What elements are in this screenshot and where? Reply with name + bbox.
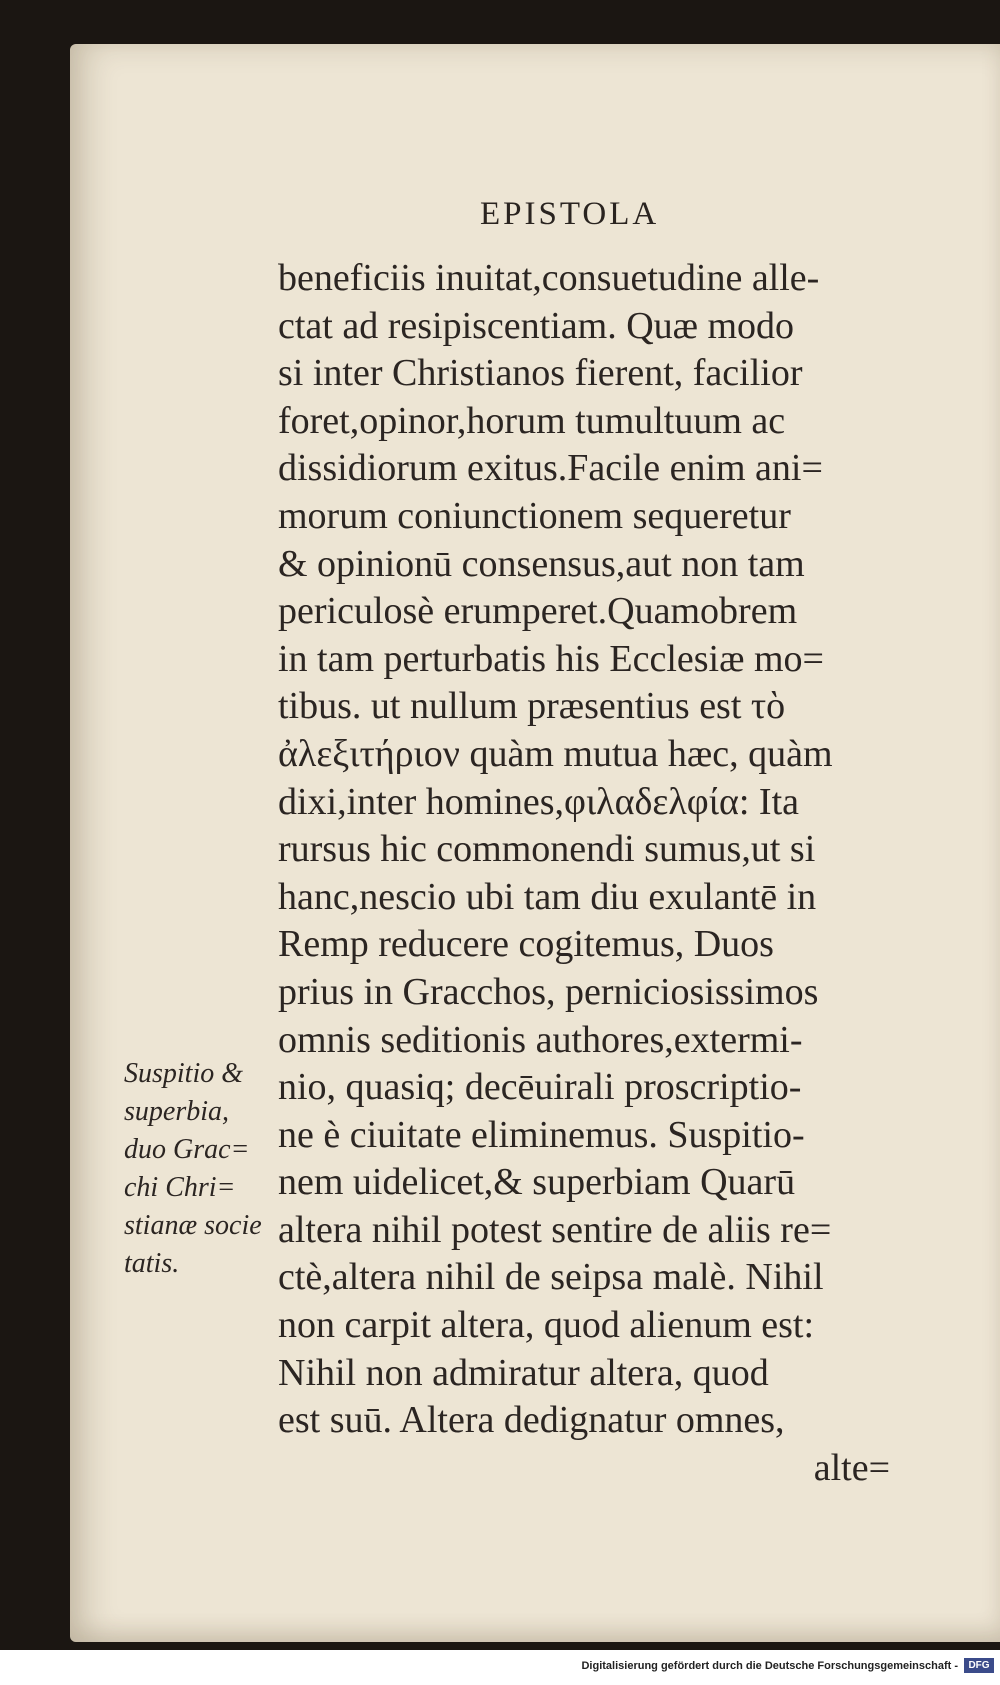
- text-line: beneficiis inuitat,consuetudine alle-: [278, 257, 820, 299]
- text-line: morum coniunctionem sequeretur: [278, 494, 791, 537]
- text-line: & opinionū consensus,aut non tam: [278, 542, 805, 585]
- text-line: hanc,nescio ubi tam diu exulantē in: [278, 875, 817, 918]
- marginal-note-line: tatis.: [124, 1248, 180, 1279]
- running-head: EPISTOLA: [480, 196, 660, 232]
- text-line: foret,opinor,horum tumultuum ac: [278, 399, 786, 442]
- marginal-note-line: Suspitio &: [124, 1058, 244, 1089]
- text-line: Remp reducere cogitemus, Duos: [278, 923, 774, 966]
- text-line: in tam perturbatis his Ecclesiæ mo=: [278, 637, 824, 680]
- text-line: est suū. Altera dedignatur omnes,: [278, 1399, 785, 1442]
- text-line: si inter Christianos fierent, facilior: [278, 352, 803, 395]
- text-line: nem uidelicet,& superbiam Quarū: [278, 1161, 796, 1204]
- marginal-note-line: chi Chri=: [124, 1172, 236, 1203]
- text-line: omnis seditionis authores,extermi-: [278, 1018, 803, 1061]
- text-line: nio, quasiq; decēuirali proscriptio-: [278, 1066, 802, 1109]
- text-line: prius in Gracchos, perniciosissimos: [278, 970, 819, 1013]
- body-text: [278, 255, 910, 1492]
- text-line: ne è ciuitate eliminemus. Suspitio-: [278, 1113, 805, 1156]
- marginal-note-line: duo Grac=: [124, 1134, 250, 1165]
- text-line: altera nihil potest sentire de aliis re=: [278, 1208, 832, 1251]
- marginal-note: [124, 1055, 284, 1283]
- dfg-logo: DFG: [964, 1658, 994, 1673]
- text-line: ἀλεξιτήριον quàm mutua hæc, quàm: [278, 732, 833, 775]
- text-line: dixi,inter homines,φιλαδελφία: Ita: [278, 780, 799, 823]
- text-line: ctat ad resipiscentiam. Quæ modo: [278, 304, 795, 347]
- text-line: dissidiorum exitus.Facile enim ani=: [278, 447, 823, 490]
- text-line: Nihil non admiratur altera, quod: [278, 1351, 769, 1394]
- footer-bar: [0, 1650, 1000, 1685]
- marginal-note-line: superbia,: [124, 1096, 229, 1127]
- text-line: periculosè erumperet.Quamobrem: [278, 590, 798, 633]
- marginal-note-line: stianæ socie: [124, 1210, 262, 1241]
- text-line: rursus hic commonendi sumus,ut si: [278, 828, 816, 871]
- funding-credit: Digitalisierung gefördert durch die Deutsche Forschungsgemeinschaft -: [581, 1660, 958, 1672]
- catchword: alte=: [813, 1446, 890, 1489]
- text-line: tibus. ut nullum præsentius est τὸ: [278, 685, 786, 728]
- text-line: ctè,altera nihil de seipsa malè. Nihil: [278, 1256, 824, 1299]
- text-line: non carpit altera, quod alienum est:: [278, 1304, 815, 1347]
